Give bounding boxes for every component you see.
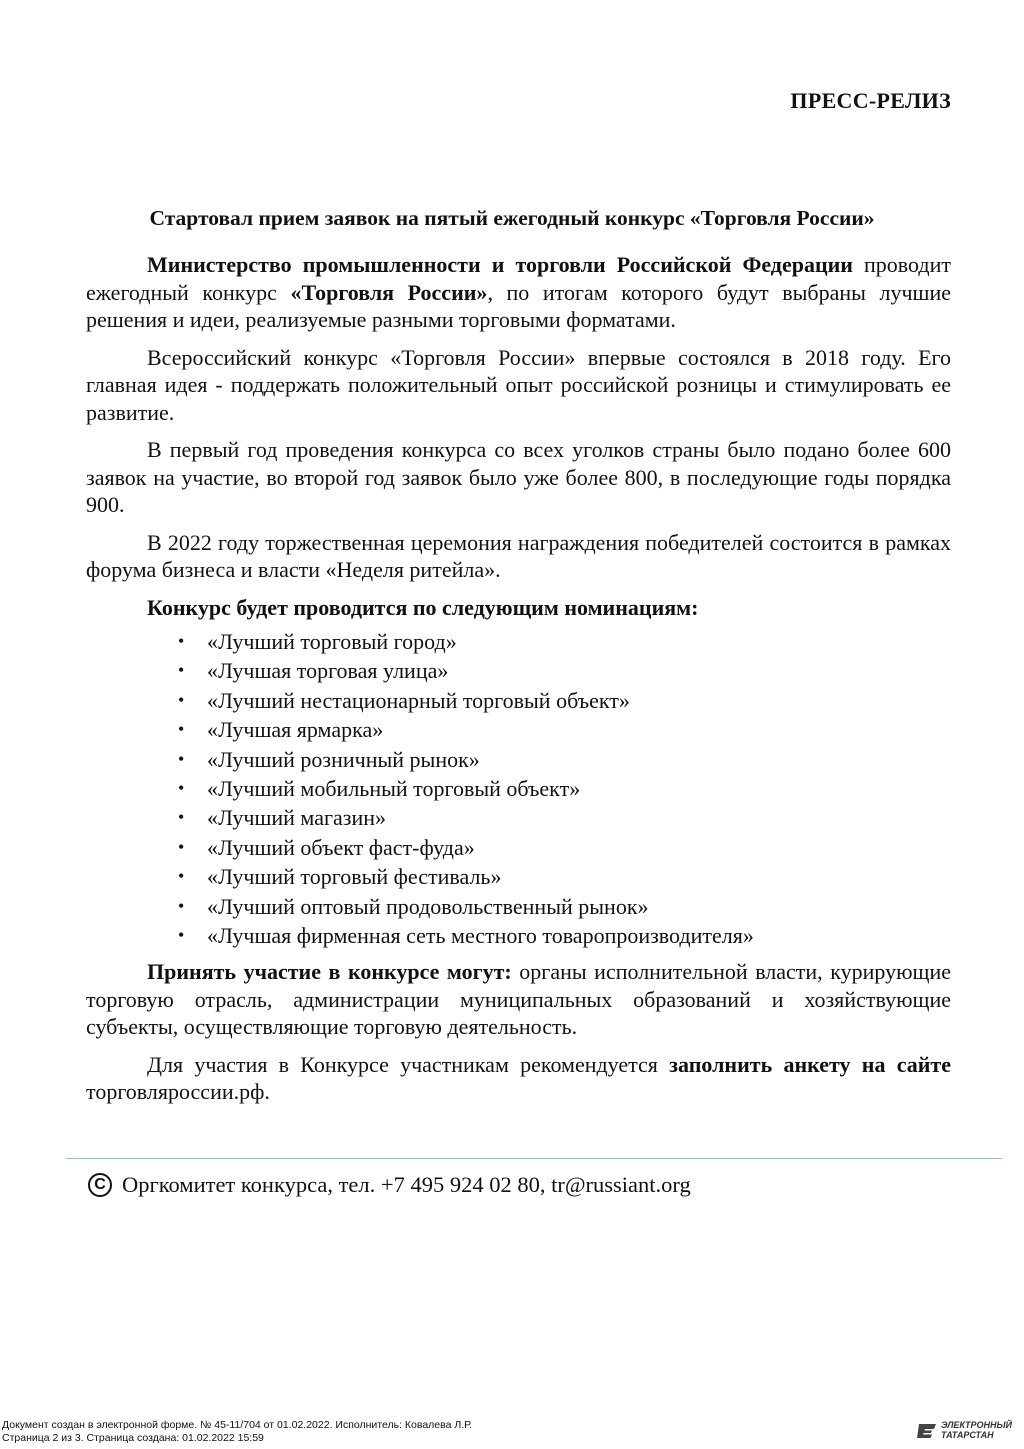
list-item <box>86 774 951 803</box>
headline: Стартовал прием заявок на пятый ежегодный конкурс «Торговля России» <box>149 206 875 230</box>
list-item <box>86 686 951 715</box>
list-item <box>86 921 951 950</box>
application-bold: заполнить анкету на сайте <box>669 1051 951 1077</box>
system-footer <box>0 1419 1024 1445</box>
nomination-label: «Лучший нестационарный торговый объект» <box>207 687 630 713</box>
list-item <box>86 833 951 862</box>
list-item <box>86 803 951 832</box>
list-item <box>86 862 951 891</box>
contest-name: «Торговля России» <box>290 279 488 305</box>
ministry-name: Министерство промышленности и торговли Российской Федерации <box>147 252 853 277</box>
logo-line-2: ТАТАРСТАН <box>940 1429 994 1440</box>
list-item <box>86 627 951 656</box>
bullet-icon: • <box>178 924 185 945</box>
bullet-icon: • <box>178 689 185 710</box>
logo-line-1: ЭЛЕКТРОННЫЙ <box>940 1420 1012 1430</box>
participation-lead: Принять участие в конкурсе могут: <box>147 959 512 985</box>
electronic-tatarstan-logo <box>916 1421 1012 1440</box>
press-release-label: ПРЕСС-РЕЛИЗ <box>790 88 951 113</box>
nomination-label: «Лучший мобильный торговый объект» <box>207 775 581 801</box>
document-body <box>86 251 951 1116</box>
contact-text: Оргкомитет конкурса, тел. +7 495 924 02 80, tr@russiant.org <box>122 1172 691 1197</box>
logo-mark-icon <box>916 1422 938 1440</box>
bullet-icon: • <box>178 895 185 916</box>
bullet-icon: • <box>178 631 185 651</box>
contact-line <box>88 1172 691 1198</box>
paragraph-intro <box>86 251 951 334</box>
paragraph-history: Всероссийский конкурс «Торговля России» впервые состоялся в 2018 году. Его главная идея - поддержать положительный опыт российской розницы и стимулировать ее развитие. <box>86 344 951 425</box>
participation-text: органы исполнительной власти, курирующие торговую отрасль, администрации муниципальных образований и хозяйствующие субъекты, осуществляющие торговую деятельность. <box>86 959 951 1040</box>
application-text-a: Для участия в Конкурсе участникам рекомендуется <box>147 1051 670 1077</box>
list-item <box>86 745 951 774</box>
system-footer-line-1: Документ создан в электронной форме. № 45-11/704 от 01.02.2022. Исполнитель: Ковалева Л.Р. <box>2 1419 473 1431</box>
nomination-label: «Лучшая ярмарка» <box>207 717 384 743</box>
nomination-label: «Лучший розничный рынок» <box>207 746 480 772</box>
paragraph-ceremony: В 2022 году торжественная церемония награждения победителей состоится в рамках форума бизнеса и власти «Неделя ритейла». <box>86 529 951 582</box>
bullet-icon: • <box>178 748 185 769</box>
paragraph-application <box>86 1051 951 1106</box>
bullet-icon: • <box>178 866 185 887</box>
nomination-label: «Лучший торговый город» <box>207 629 457 654</box>
paragraph-applications: В первый год проведения конкурса со всех уголков страны было подано более 600 заявок на участие, во второй год заявок было уже более 800, в последующие годы порядка 900. <box>86 437 951 517</box>
bullet-icon: • <box>178 719 185 740</box>
copyright-icon: C <box>88 1173 112 1197</box>
bullet-icon: • <box>178 836 185 857</box>
bullet-icon: • <box>178 807 185 828</box>
paragraph-participation <box>86 958 951 1041</box>
footer-divider <box>66 1158 1002 1159</box>
nominations-list <box>86 627 951 950</box>
application-text-b: торговляроссии.рф. <box>86 1079 270 1105</box>
list-item <box>86 656 951 685</box>
nomination-label: «Лучший торговый фестиваль» <box>207 864 502 890</box>
nomination-label: «Лучший оптовый продовольственный рынок» <box>207 893 649 919</box>
nomination-label: «Лучший объект фаст-фуда» <box>207 834 475 860</box>
list-item <box>86 892 951 921</box>
bullet-icon: • <box>178 660 185 681</box>
nomination-label: «Лучший магазин» <box>207 805 386 831</box>
intro-text-a: проводит ежегодный конкурс <box>86 252 951 305</box>
system-footer-line-2: Страница 2 из 3. Страница создана: 01.02.2022 15:59 <box>2 1432 264 1444</box>
nominations-title: Конкурс будет проводится по следующим номинациям: <box>147 594 699 620</box>
list-item <box>86 715 951 744</box>
intro-text-b: , по итогам которого будут выбраны лучшие решения и идеи, реализуемые разными торговыми форматами. <box>86 279 951 332</box>
nomination-label: «Лучшая торговая улица» <box>207 658 449 684</box>
nomination-label: «Лучшая фирменная сеть местного товаропроизводителя» <box>207 922 754 948</box>
bullet-icon: • <box>178 777 185 798</box>
